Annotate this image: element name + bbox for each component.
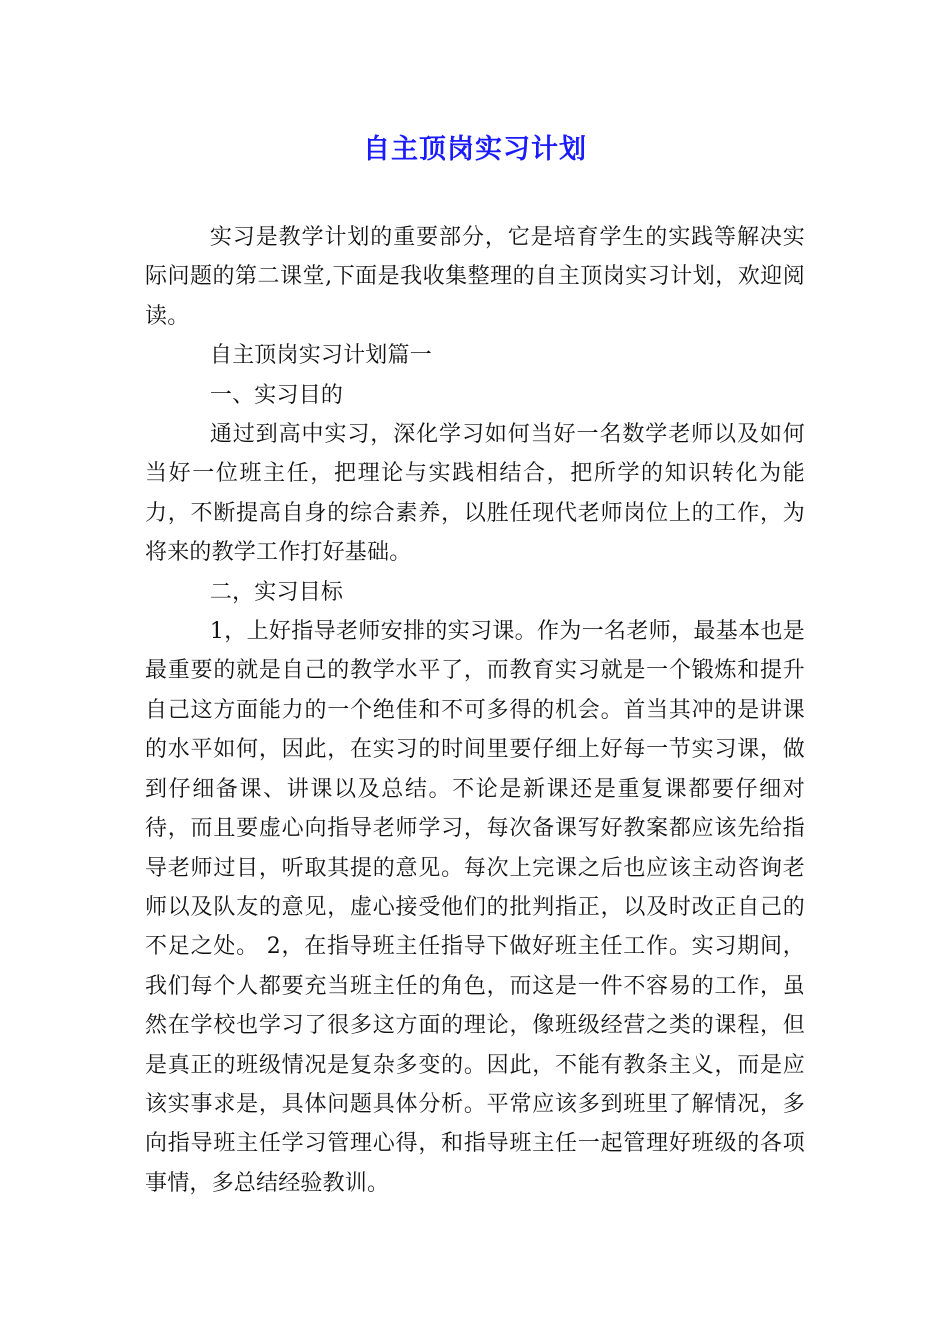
heading-goals: 二，实习目标 bbox=[209, 579, 344, 605]
document-title: 自主顶岗实习计划 bbox=[363, 134, 587, 165]
section-heading-part-one: 自主顶岗实习计划篇一 bbox=[209, 343, 432, 369]
paragraph-purpose: 通过到高中实习，深化学习如何当好一名数学老师以及如何当好一位班主任，把理论与实践相结合，把所学的知识转化为能力，不断提高自身的综合素养，以胜任现代老师岗位上的工作，为将来的教学工作打好基础。 bbox=[145, 422, 805, 566]
paragraph-goals: 1，上好指导老师安排的实习课。作为一名老师，最基本也是最重要的就是自己的教学水平了，而教育实习就是一个锻炼和提升自己这方面能力的一个绝佳和不可多得的机会。首当其冲的是讲课的水平如何，因此，在实习的时间里要仔细上好每一节实习课，做到仔细备课、讲课以及总结。不论是新课还是重复课都要仔细对待，而且要虚心向指导老师学习，每次备课写好教案都应该先给指导老师过目，听取其提的意见。每次上完课之后也应该主动咨询老师以及队友的意见，虚心接受他们的批判指正，以及时改正自己的不足之处。 2，在指导班主任指导下做好班主任工作。实习期间，我们每个人都要充当班主任的角色，而这是一件不容易的工作，虽然在学校也学习了很多这方面的理论，像班级经营之类的课程，但是真正的班级情况是复杂多变的。因此，不能有教条主义，而是应该实事求是，具体问题具体分析。平常应该多到班里了解情况，多向指导班主任学习管理心得，和指导班主任一起管理好班级的各项事情，多总结经验教训。 bbox=[145, 619, 805, 1196]
paragraph-intro: 实习是教学计划的重要部分，它是培育学生的实践等解决实际问题的第二课堂,下面是我收集整理的自主顶岗实习计划，欢迎阅读。 bbox=[145, 225, 805, 329]
document-body bbox=[145, 218, 805, 1203]
heading-purpose: 一、实习目的 bbox=[209, 382, 344, 408]
